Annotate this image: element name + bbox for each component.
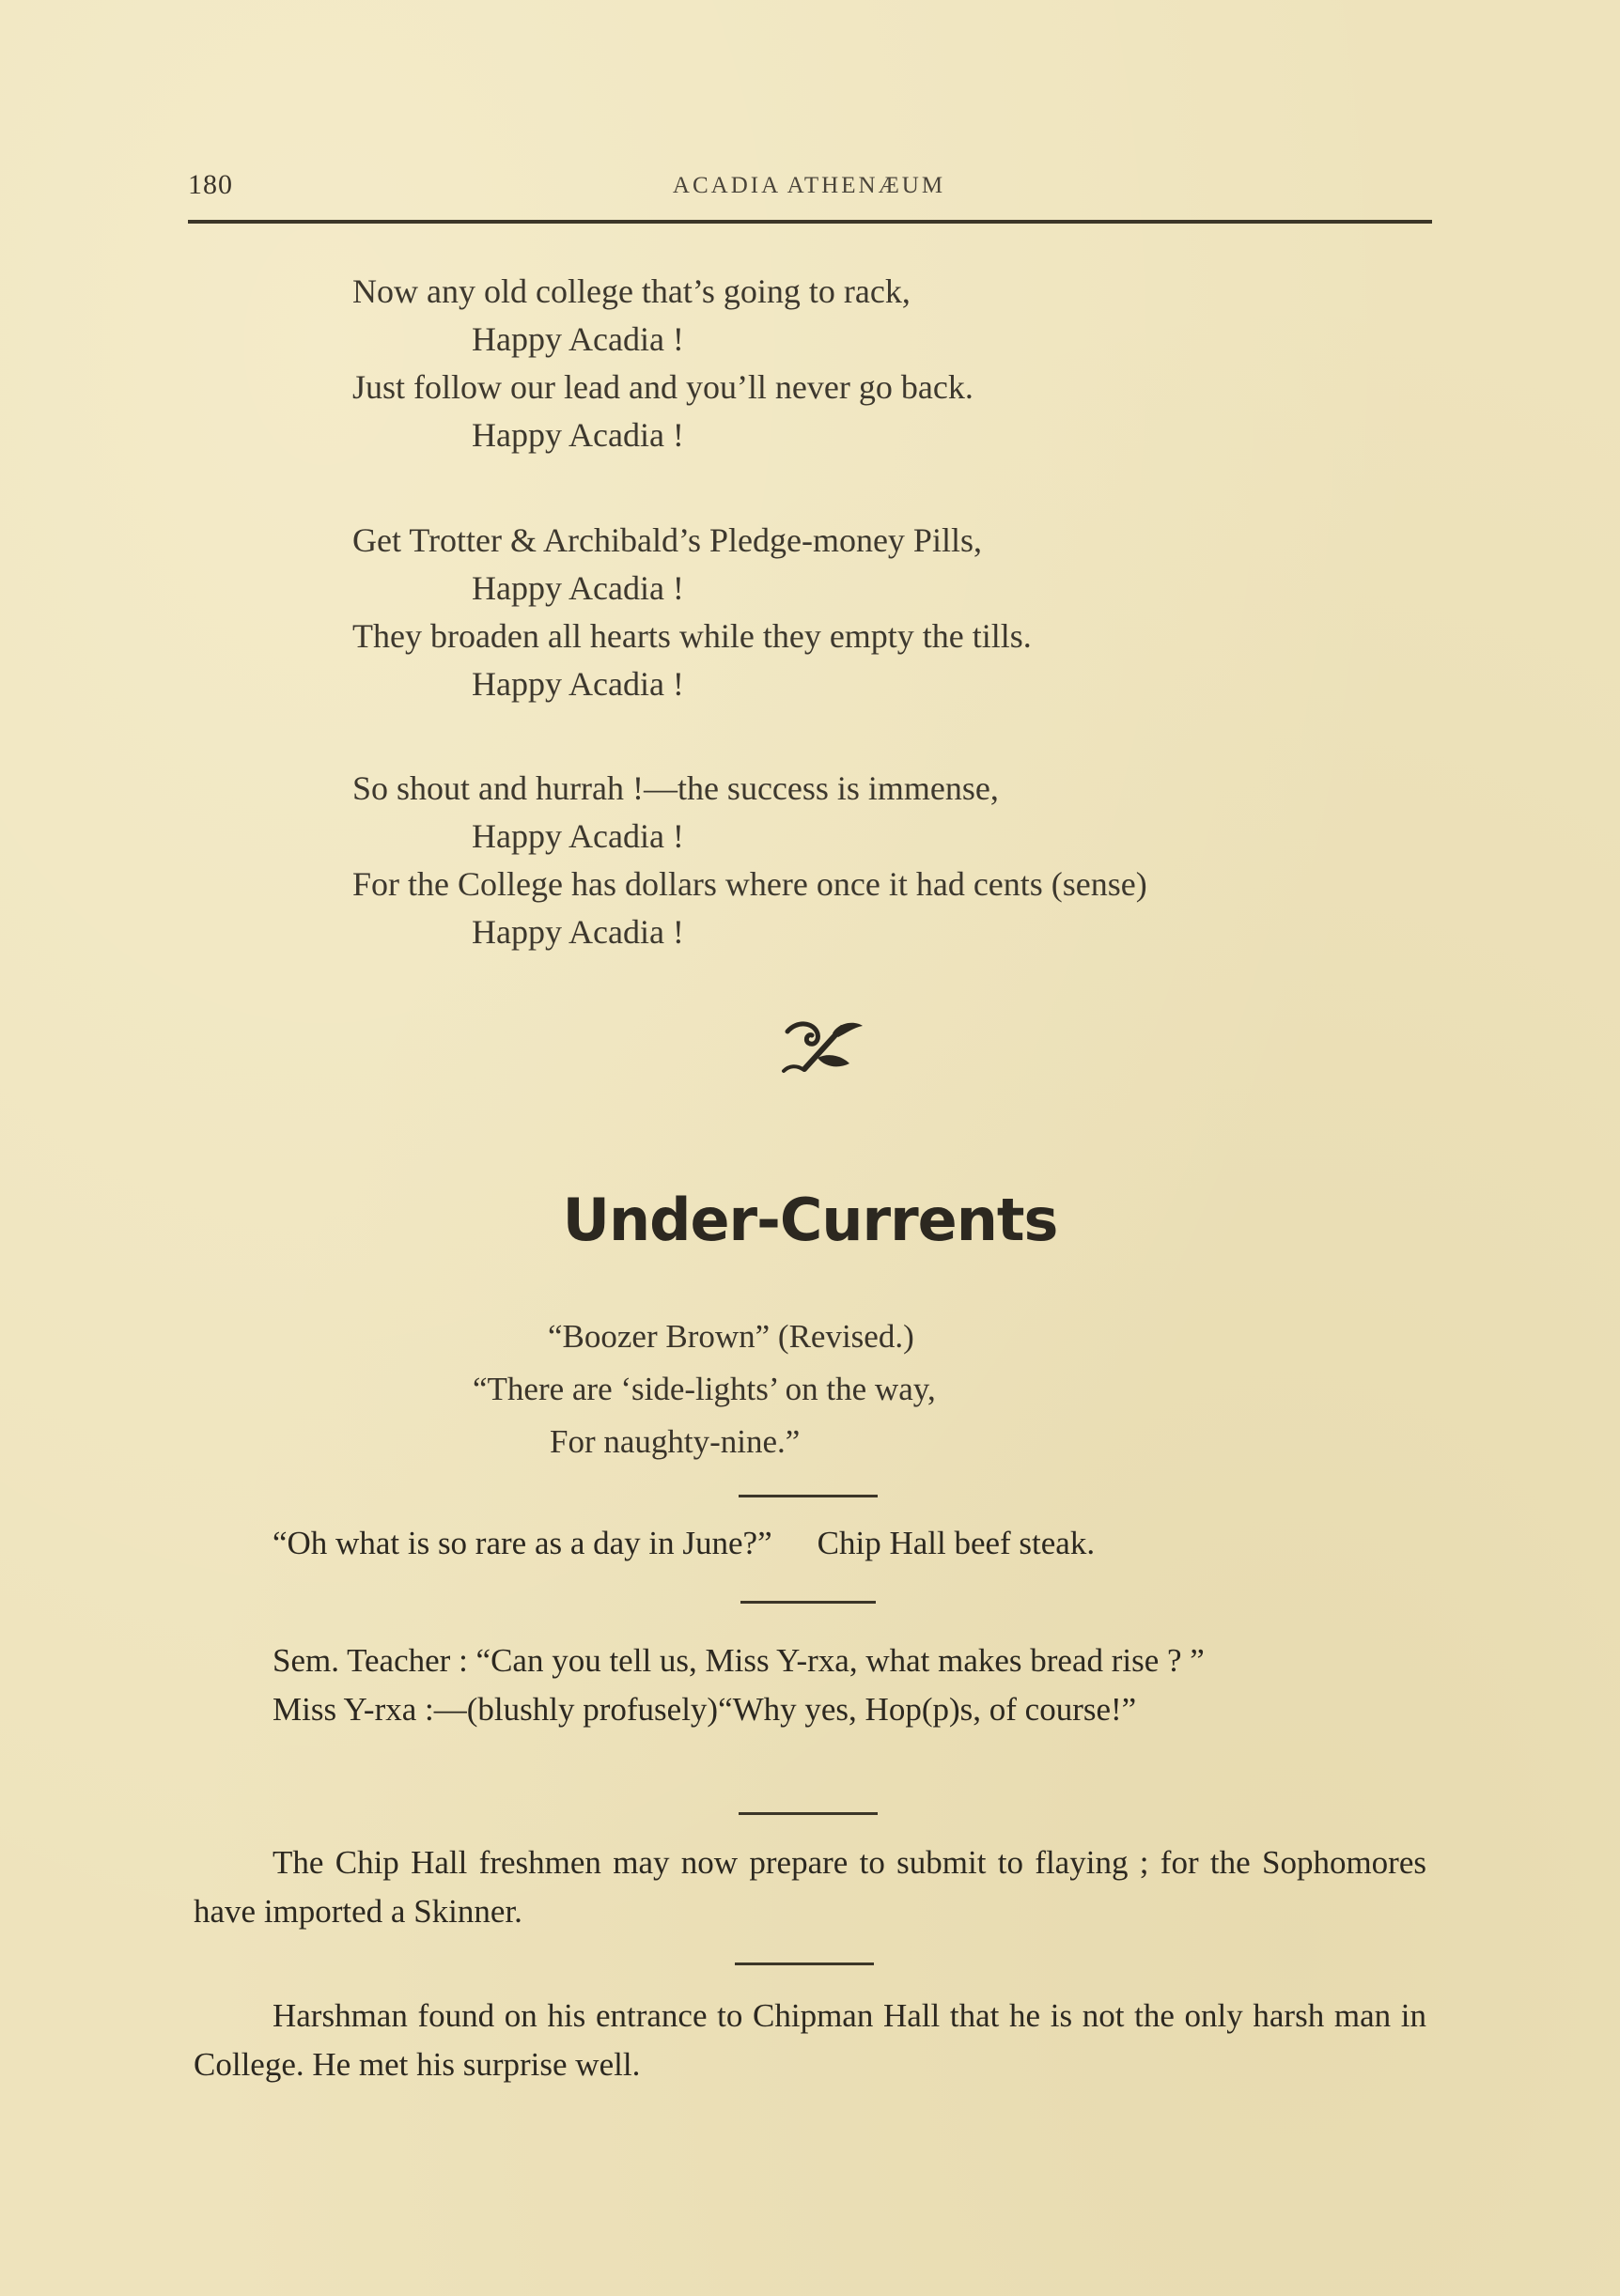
epigraph-line: “There are ‘side-lights’ on the way, [473, 1371, 936, 1407]
poem-refrain: Happy Acadia ! [472, 320, 684, 358]
item-chip-hall [194, 1838, 1426, 1936]
poem-line: For the College has dollars where once it had cents (sense) [352, 865, 1147, 903]
poem-stanza-1 [352, 268, 1292, 459]
poem-line: Get Trotter & Archibald’s Pledge-money Pills, [352, 521, 982, 559]
header-rule [188, 220, 1432, 224]
journal-title: ACADIA ATHENÆUM [672, 173, 946, 198]
section-title: Under-Currents [562, 1186, 1058, 1254]
harshman-text: Harshman found on his entrance to Chipman Hall that he is not the only harsh man in College. He met his surprise well. [194, 1997, 1426, 2083]
item-sem-teacher [194, 1637, 1426, 1734]
floral-fleuron-icon [776, 1015, 870, 1080]
page-number: 180 [188, 169, 233, 200]
poem-stanza-2 [352, 517, 1292, 708]
item-harshman [194, 1992, 1426, 2089]
poem-line: So shout and hurrah !—the success is immense, [352, 769, 999, 807]
poem-line: They broaden all hearts while they empty the tills. [352, 617, 1032, 655]
poem-refrain: Happy Acadia ! [472, 817, 684, 855]
epigraph-line: “Boozer Brown” (Revised.) [548, 1318, 914, 1355]
poem-refrain: Happy Acadia ! [472, 569, 684, 607]
poem-refrain: Happy Acadia ! [472, 416, 684, 454]
poem-refrain: Happy Acadia ! [472, 665, 684, 703]
section-divider [740, 1601, 876, 1604]
june-answer: Chip Hall beef steak. [817, 1525, 1096, 1561]
epigraph-line: For naughty-nine.” [550, 1423, 801, 1460]
page-header [188, 167, 1430, 214]
chip-hall-text: The Chip Hall freshmen may now prepare to submit to flaying ; for the Sophomores have imported a Skinner. [194, 1844, 1426, 1930]
june-quote: “Oh what is so rare as a day in June?” [273, 1525, 772, 1561]
section-divider [739, 1495, 878, 1497]
poem-stanza-3 [352, 765, 1292, 956]
poem-refrain: Happy Acadia ! [472, 913, 684, 951]
item-june-quote [273, 1519, 1428, 1568]
epigraph [473, 1311, 1224, 1468]
section-divider [739, 1812, 878, 1815]
poem-line: Just follow our lead and you’ll never go back. [352, 368, 974, 406]
section-divider [735, 1962, 874, 1965]
miss-reply-line: Miss Y-rxa :—(blushly profusely)“Why yes, Hop(p)s, of course!” [273, 1691, 1137, 1728]
sem-teacher-line: Sem. Teacher : “Can you tell us, Miss Y-rxa, what makes bread rise ? ” [273, 1642, 1205, 1679]
poem-line: Now any old college that’s going to rack, [352, 272, 911, 310]
